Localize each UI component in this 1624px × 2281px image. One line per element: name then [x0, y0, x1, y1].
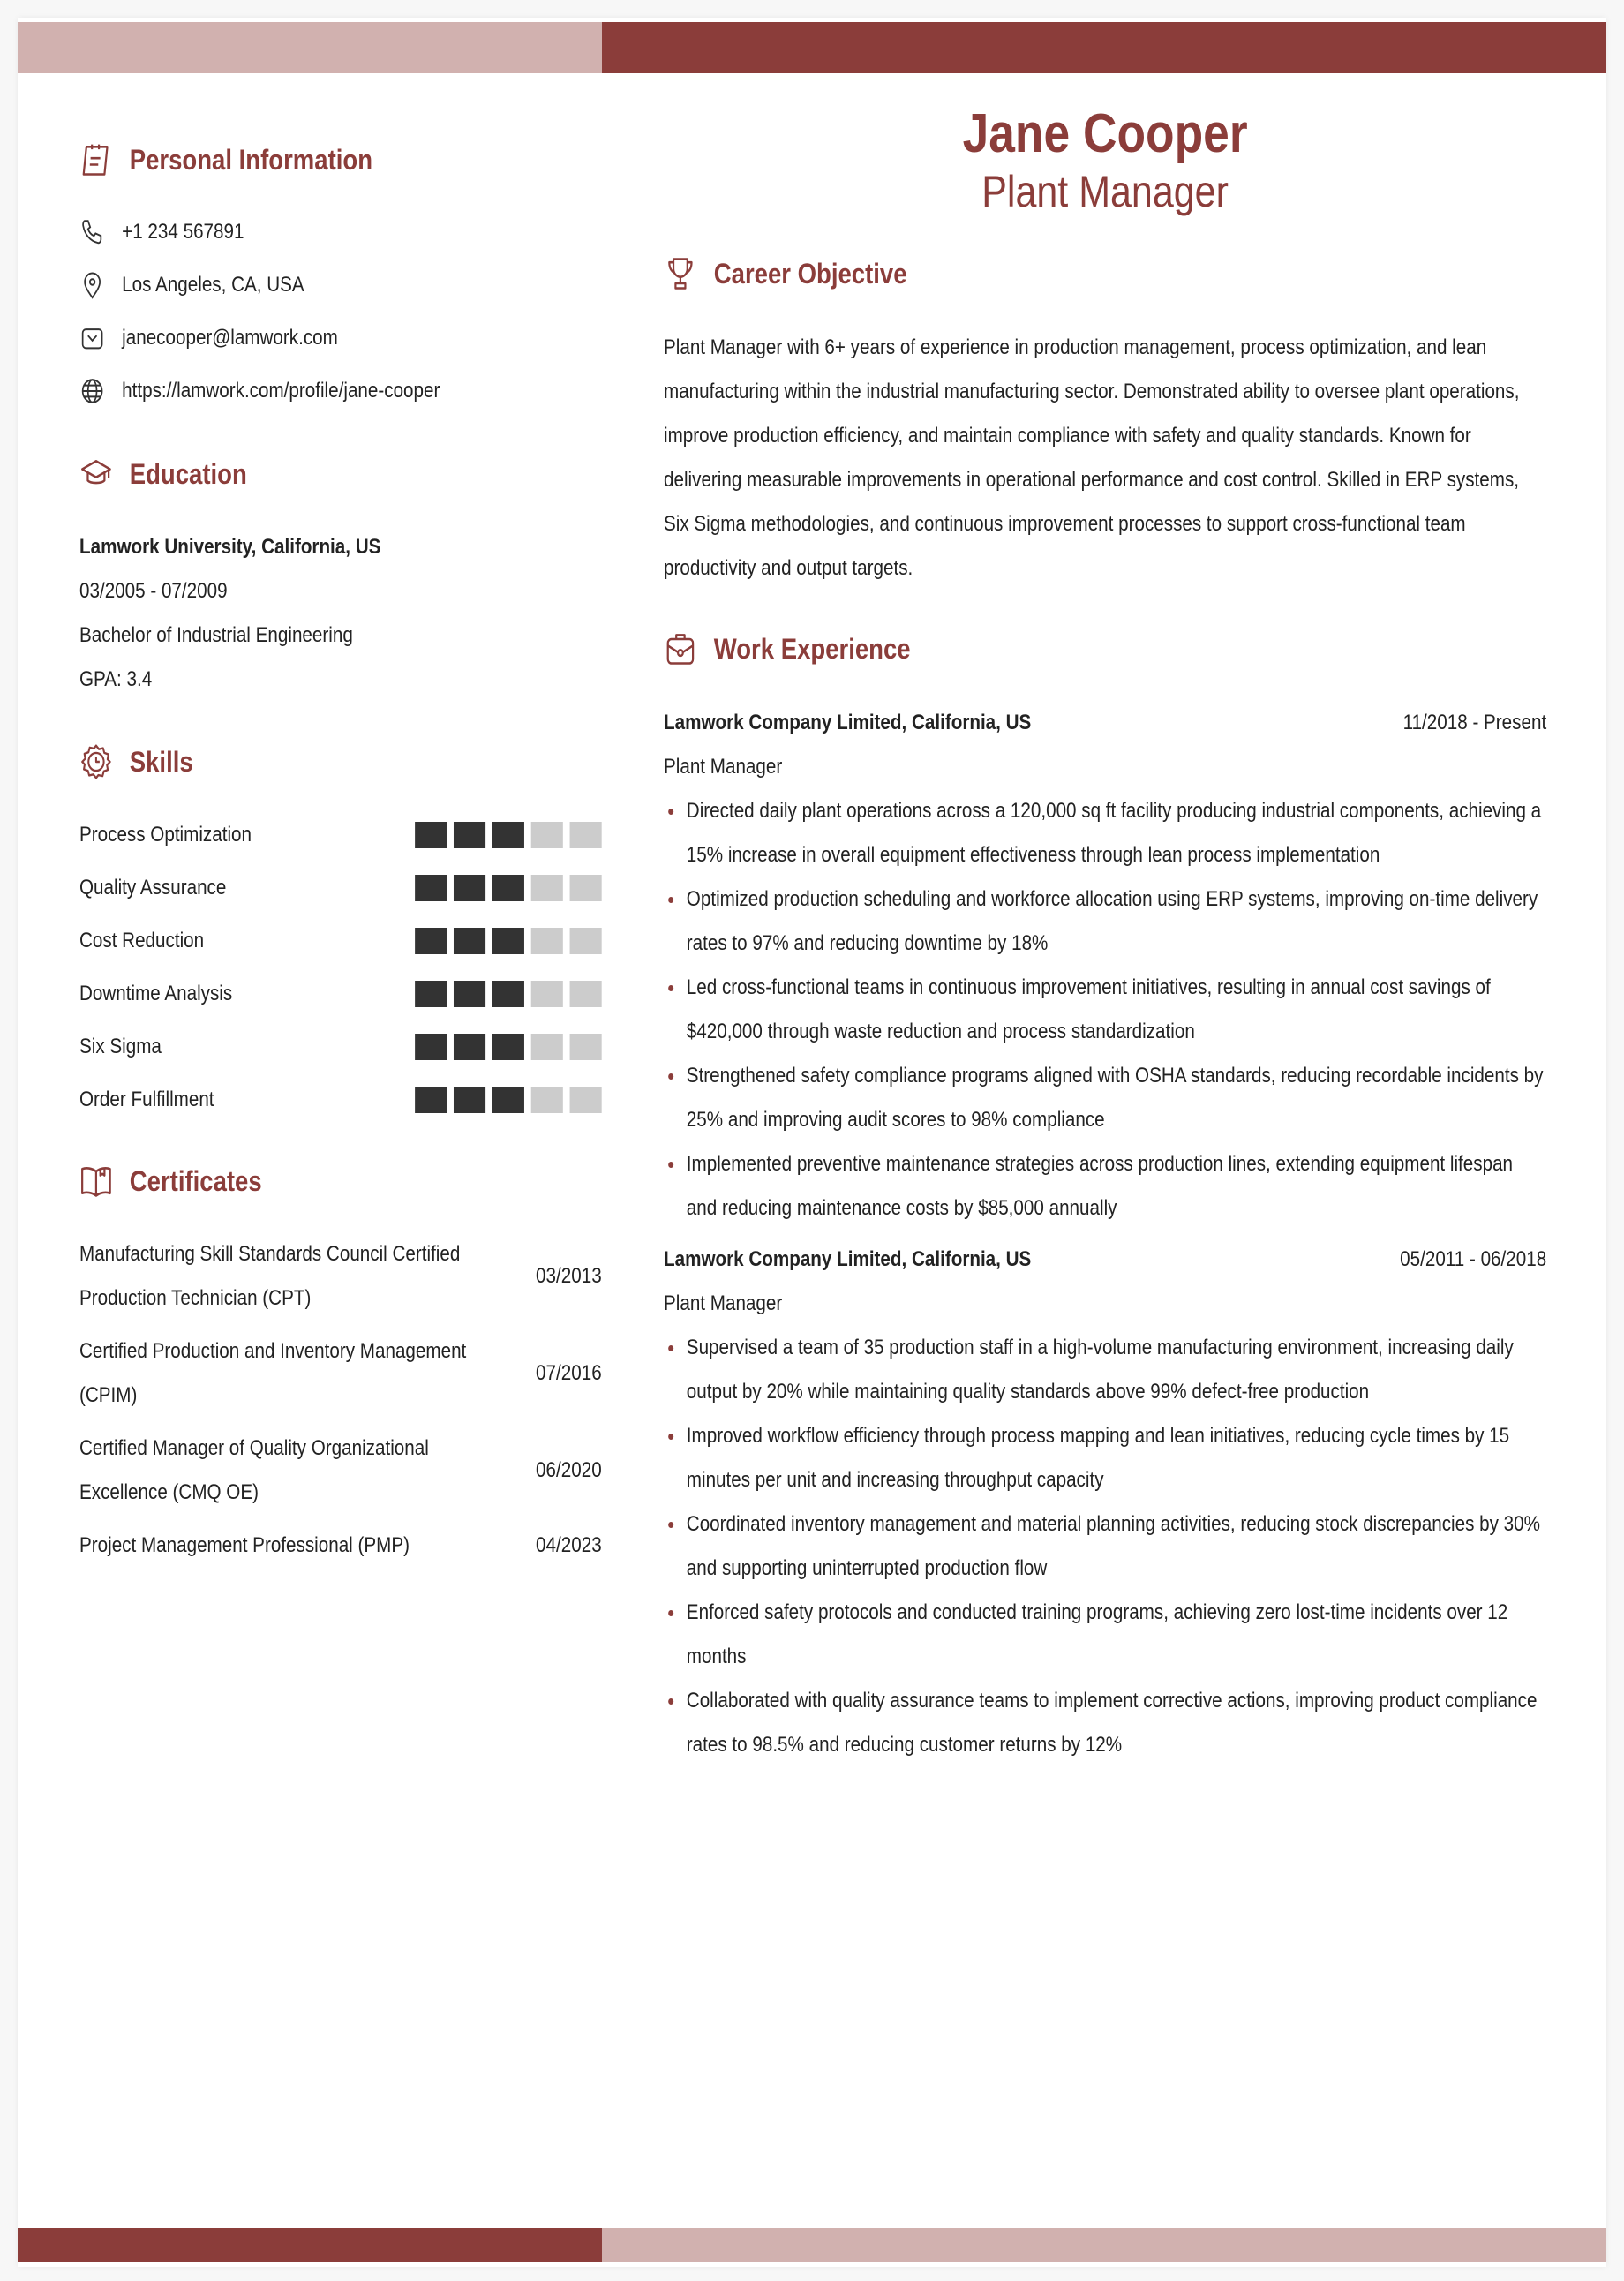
contact-email[interactable]: janecooper@lamwork.com — [79, 312, 602, 365]
skill-level-filled — [415, 1034, 447, 1060]
skill-level-empty — [531, 928, 563, 954]
certificate-name: Certified Manager of Quality Organizational Excellence (CMQ OE) — [79, 1436, 429, 1504]
skill-level-meter — [415, 822, 602, 848]
career-objective-heading: Career Objective — [664, 254, 1546, 293]
location-pin-icon — [79, 270, 105, 300]
skill-level-filled — [415, 981, 447, 1007]
skill-level-filled — [415, 928, 447, 954]
skill-name: Quality Assurance — [79, 876, 227, 900]
job-role: Plant Manager — [664, 1291, 783, 1315]
skill-name: Downtime Analysis — [79, 982, 233, 1005]
skill-level-empty — [531, 981, 563, 1007]
skill-name: Order Fulfillment — [79, 1088, 214, 1111]
job-company: Lamwork Company Limited, California, US — [664, 1247, 1032, 1271]
job-header — [664, 701, 1546, 745]
education-dates: 03/2005 - 07/2009 — [79, 579, 228, 603]
skill-level-filled — [454, 981, 485, 1007]
certificate-item — [79, 1232, 602, 1321]
job-bullet: Directed daily plant operations across a 120,000 sq ft facility producing industrial components, achieving a 15% increase in overall equipment effectiveness through lean process implementation — [664, 789, 1546, 877]
right-column — [664, 103, 1546, 1767]
skill-level-empty — [531, 822, 563, 848]
personal-info-heading: Personal Information — [79, 140, 602, 179]
job-header — [664, 1238, 1546, 1282]
skill-level-filled — [454, 822, 485, 848]
skill-level-empty — [531, 875, 563, 901]
skill-level-filled — [492, 1034, 524, 1060]
skill-level-empty — [531, 1087, 563, 1113]
job-bullets — [664, 1326, 1546, 1767]
education-gpa: GPA: 3.4 — [79, 667, 153, 691]
bottom-accent-bar-dark — [18, 2228, 602, 2262]
education-heading: Education — [79, 455, 602, 493]
skill-level-filled — [492, 822, 524, 848]
skill-level-empty — [570, 875, 602, 901]
phone-icon — [79, 217, 105, 247]
certificate-name: Project Management Professional (PMP) — [79, 1533, 410, 1557]
skill-name: Process Optimization — [79, 823, 252, 847]
job-bullet: Led cross-functional teams in continuous improvement initiatives, resulting in annual cost savings of $420,000 through waste reduction and process standardization — [664, 966, 1546, 1054]
skill-row — [79, 809, 602, 862]
skill-level-meter — [415, 1034, 602, 1060]
job-entry — [664, 1238, 1546, 1767]
job-bullet: Supervised a team of 35 production staff in a high-volume manufacturing environment, increasing daily output by 20% while maintaining quality standards above 99% defect-free production — [664, 1326, 1546, 1414]
skill-row — [79, 967, 602, 1020]
top-accent-bar-light — [18, 22, 602, 73]
job-bullet: Collaborated with quality assurance teams to implement corrective actions, improving product compliance rates to 98.5% and reducing customer returns by 12% — [664, 1679, 1546, 1767]
skill-row — [79, 1073, 602, 1126]
skills-list — [79, 809, 602, 1126]
contact-list — [79, 206, 602, 418]
skill-level-empty — [570, 981, 602, 1007]
trophy-icon — [664, 254, 697, 293]
candidate-name: Jane Cooper — [962, 103, 1248, 164]
open-book-icon — [79, 1162, 113, 1201]
skill-level-filled — [415, 822, 447, 848]
top-accent-bar-dark — [602, 22, 1606, 73]
briefcase-icon — [664, 629, 697, 668]
job-role: Plant Manager — [664, 755, 783, 779]
skill-level-empty — [570, 1034, 602, 1060]
calendar-note-icon — [79, 140, 113, 179]
certificates-heading: Certificates — [79, 1162, 602, 1201]
job-bullet: Coordinated inventory management and material planning activities, reducing stock discrepancies by 30% and supporting uninterrupted production flow — [664, 1502, 1546, 1591]
certificate-item — [79, 1524, 602, 1568]
skill-name: Cost Reduction — [79, 929, 205, 952]
skill-level-empty — [531, 1034, 563, 1060]
graduation-cap-icon — [79, 455, 113, 493]
skill-row — [79, 915, 602, 967]
skill-name: Six Sigma — [79, 1035, 162, 1058]
skill-level-filled — [454, 928, 485, 954]
education-school: Lamwork University, California, US — [79, 535, 381, 559]
skill-level-filled — [415, 1087, 447, 1113]
certificate-item — [79, 1329, 602, 1418]
job-dates: 11/2018 - Present — [1402, 711, 1547, 734]
skill-level-filled — [454, 1034, 485, 1060]
skill-level-filled — [492, 928, 524, 954]
certificate-date: 06/2020 — [536, 1458, 602, 1482]
skill-level-meter — [415, 1087, 602, 1113]
career-objective-text: Plant Manager with 6+ years of experience in production management, process optimization, and lean manufacturing within the industrial manufacturing sector. Demonstrated ability to oversee plant operations, improve production efficiency, and maintain compliance with safety and quality standards. Known for delivering measurable improvements in operational performance and cost control. Skilled in ERP systems, Six Sigma methodologies, and continuous improvement processes to support cross-functional team productivity and output targets. — [664, 335, 1520, 580]
certificate-name: Manufacturing Skill Standards Council Certified Production Technician (CPT) — [79, 1242, 461, 1310]
skill-level-meter — [415, 981, 602, 1007]
certificate-item — [79, 1427, 602, 1515]
skill-level-empty — [570, 822, 602, 848]
job-bullets — [664, 789, 1546, 1231]
job-bullet: Enforced safety protocols and conducted training programs, achieving zero lost-time incidents over 12 months — [664, 1591, 1546, 1679]
skill-level-filled — [492, 1087, 524, 1113]
job-entry — [664, 701, 1546, 1231]
job-dates: 05/2011 - 06/2018 — [1400, 1247, 1547, 1271]
contact-phone: +1 234 567891 — [79, 206, 602, 259]
skill-level-filled — [454, 1087, 485, 1113]
bottom-accent-bar-light — [602, 2228, 1606, 2262]
skill-level-filled — [492, 981, 524, 1007]
job-bullet: Improved workflow efficiency through process mapping and lean initiatives, reducing cycle times by 15 minutes per unit and increasing throughput capacity — [664, 1414, 1546, 1502]
certificate-date: 04/2023 — [536, 1533, 602, 1557]
globe-icon — [79, 376, 105, 406]
job-bullet: Strengthened safety compliance programs aligned with OSHA standards, reducing recordable incidents by 25% and improving audit scores to 98% compliance — [664, 1054, 1546, 1142]
skill-row — [79, 1020, 602, 1073]
skill-level-meter — [415, 928, 602, 954]
job-bullet: Optimized production scheduling and workforce allocation using ERP systems, improving on-time delivery rates to 97% and reducing downtime by 18% — [664, 877, 1546, 966]
certificate-name: Certified Production and Inventory Management (CPIM) — [79, 1339, 467, 1407]
left-column — [79, 140, 602, 1577]
education-degree: Bachelor of Industrial Engineering — [79, 623, 353, 647]
certificates-list — [79, 1232, 602, 1568]
skill-level-empty — [570, 1087, 602, 1113]
skill-level-empty — [570, 928, 602, 954]
certificate-date: 07/2016 — [536, 1361, 602, 1385]
job-company: Lamwork Company Limited, California, US — [664, 711, 1032, 734]
jobs-list — [664, 701, 1546, 1767]
work-experience-heading: Work Experience — [664, 629, 1546, 668]
skill-row — [79, 862, 602, 915]
skills-heading: Skills — [79, 742, 602, 781]
contact-location: Los Angeles, CA, USA — [79, 259, 602, 312]
certificate-date: 03/2013 — [536, 1264, 602, 1288]
skill-level-filled — [454, 875, 485, 901]
skill-level-meter — [415, 875, 602, 901]
gear-clock-icon — [79, 742, 113, 781]
skill-level-filled — [415, 875, 447, 901]
contact-website[interactable]: https://lamwork.com/profile/jane-cooper — [79, 365, 602, 418]
candidate-title: Plant Manager — [981, 167, 1229, 216]
education-entry — [79, 525, 602, 702]
mail-icon — [79, 323, 105, 353]
job-bullet: Implemented preventive maintenance strategies across production lines, extending equipment lifespan and reducing maintenance costs by $85,000 annually — [664, 1142, 1546, 1231]
skill-level-filled — [492, 875, 524, 901]
